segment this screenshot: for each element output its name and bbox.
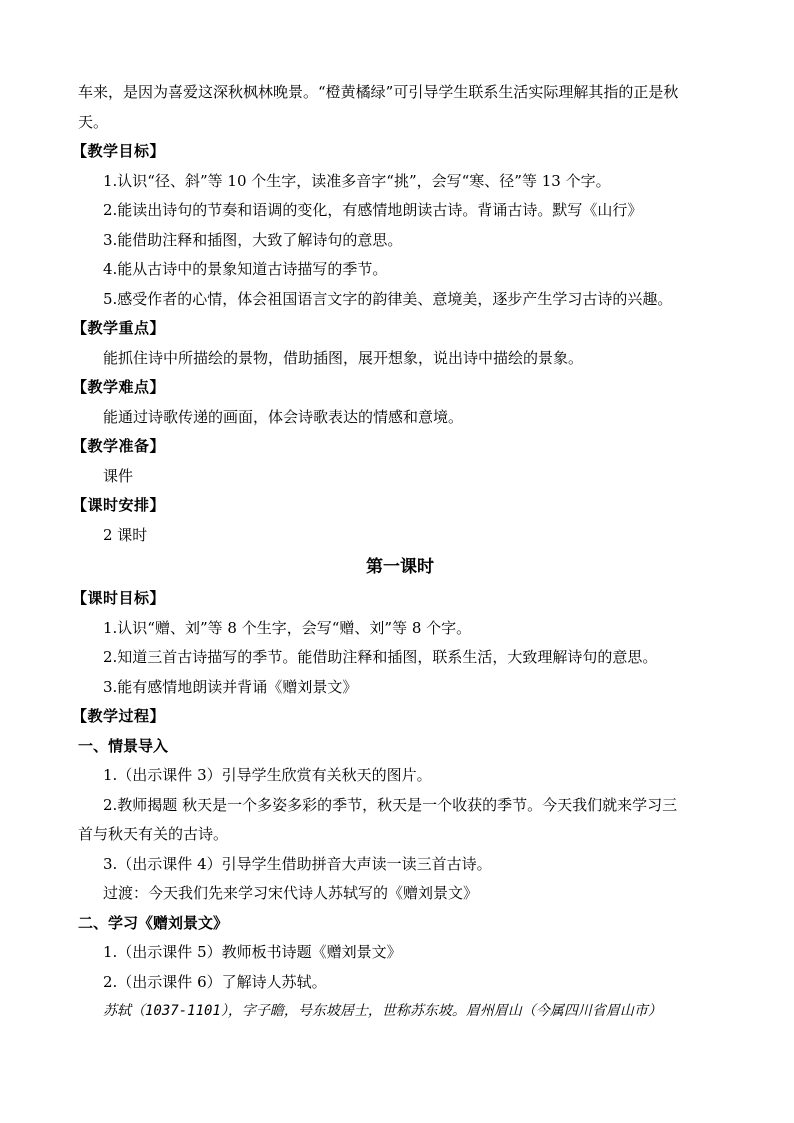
preparation-text: 课件 (103, 466, 134, 485)
objective-item-3: 3.能借助注释和插图，大致了解诗句的意思。 (103, 230, 403, 249)
section-1-transition: 过渡：今天我们先来学习宋代诗人苏轼写的《赠刘景文》 (103, 884, 479, 902)
difficulties-heading: 【教学难点】 (72, 378, 166, 396)
section-1-item-3: 3.（出示课件 4）引导学生借助拼音大声读一读三首古诗。 (103, 854, 492, 873)
lesson-objective-1: 1.认识“赠、刘”等 8 个生字，会写“赠、刘”等 8 个字。 (103, 618, 472, 637)
lesson-title: 第一课时 (366, 557, 434, 577)
objective-item-1: 1.认识“径、斜”等 10 个生字，读准多音字“挑”，会写“寒、径”等 13 个字。 (103, 171, 611, 190)
objective-item-2: 2.能读出诗句的节奏和语调的变化，有感情地朗读古诗。背诵古诗。默写《山行》 (103, 201, 643, 219)
intro-line-2: 天。 (78, 112, 109, 131)
key-points-heading: 【教学重点】 (72, 319, 166, 337)
section-1-item-1: 1.（出示课件 3）引导学生欣赏有关秋天的图片。 (103, 766, 432, 784)
preparation-heading: 【教学准备】 (72, 437, 166, 455)
objective-item-4: 4.能从古诗中的景象知道古诗描写的季节。 (103, 260, 388, 278)
schedule-heading: 【课时安排】 (72, 496, 166, 514)
schedule-text: 2 课时 (103, 525, 148, 544)
process-heading: 【教学过程】 (72, 707, 166, 725)
section-2-heading: 二、学习《赠刘景文》 (78, 913, 229, 932)
poet-bio-quote: 苏轼（1037-1101），字子瞻，号东坡居士，世称苏东坡。眉州眉山（今属四川省眉山市） (103, 1003, 662, 1019)
lesson-objective-2: 2.知道三首古诗描写的季节。能借助注释和插图，联系生活，大致理解诗句的意思。 (103, 648, 658, 666)
key-points-text: 能抓住诗中所描绘的景物，借助插图，展开想象，说出诗中描绘的景象。 (103, 348, 584, 367)
section-2-item-2: 2.（出示课件 6）了解诗人苏轼。 (103, 972, 327, 991)
section-2-item-1: 1.（出示课件 5）教师板书诗题《赠刘景文》 (103, 943, 402, 961)
intro-line-1: 车来，是因为喜爱这深秋枫林晚景。“橙黄橘绿”可引导学生联系生活实际理解其指的正是秋 (78, 83, 679, 101)
lesson-objectives-heading: 【课时目标】 (72, 589, 166, 607)
objective-item-5: 5.感受作者的心情，体会祖国语言文字的韵律美、意境美，逐步产生学习古诗的兴趣。 (103, 289, 673, 308)
objectives-heading: 【教学目标】 (72, 142, 166, 160)
lesson-objective-3: 3.能有感情地朗读并背诵《赠刘景文》 (103, 677, 358, 696)
section-1-heading: 一、情景导入 (78, 736, 169, 755)
section-1-item-2-line-2: 首与秋天有关的古诗。 (78, 825, 229, 843)
section-1-item-2-line-1: 2.教师揭题 秋天是一个多姿多彩的季节，秋天是一个收获的季节。今天我们就来学习三 (103, 795, 678, 814)
difficulties-text: 能通过诗歌传递的画面，体会诗歌表达的情感和意境。 (103, 407, 464, 426)
